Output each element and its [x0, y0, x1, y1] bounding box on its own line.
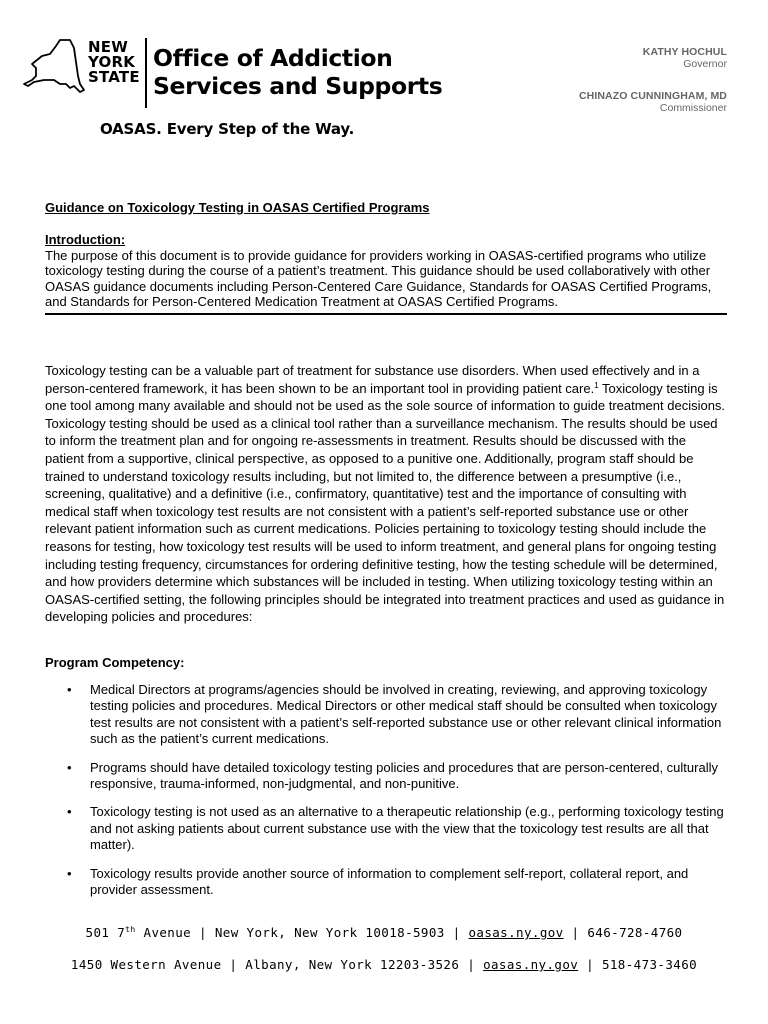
list-item [45, 804, 727, 853]
phone-text: | 518-473-3460 [578, 957, 698, 972]
introduction-text: The purpose of this document is to provide guidance for providers working in OASAS-certified programs who utilize toxicology testing during the course of a patient’s treatment. This guidance should be used collaboratively with other OASAS guidance documents including Person-Centered Care Guidance, Standards for OASAS Certified Programs, and Standards for Person-Centered Medication Treatment at OASAS Certified Programs. [45, 247, 712, 310]
introduction-heading: Introduction: [45, 232, 126, 247]
address-text: 1450 Western Avenue | Albany, New York 12203-3526 | [70, 957, 484, 972]
officials-block [579, 46, 727, 114]
footer-albany-address [0, 957, 768, 972]
body-text-part: Toxicology testing can be a valuable part of treatment for substance use disorders. When used effectively and in a person-centered framework, it has been shown to be an important tool in providing patient care. [45, 363, 700, 396]
introduction-section [45, 232, 727, 315]
bullet-icon: • [67, 865, 72, 881]
office-name-line: Services and Supports [153, 72, 443, 100]
bullet-icon: • [67, 682, 72, 697]
list-item-text: Medical Directors at programs/agencies should be involved in creating, reviewing, and approving toxicology testing policies and procedures. Medical Directors or other medical staff should be consulted when toxicology test results are not consistent with a patient’s self-reported substance use or other relevant clinical information such as the patient’s current medications. [90, 682, 722, 747]
document-title: Guidance on Toxicology Testing in OASAS Certified Programs [45, 200, 430, 215]
website-link[interactable]: oasas.ny.gov [468, 925, 564, 940]
phone-text: | 646-728-4760 [563, 925, 683, 940]
commissioner-name: CHINAZO CUNNINGHAM, MD [578, 90, 727, 102]
ny-state-wordmark [88, 40, 140, 85]
program-competency-heading: Program Competency: [45, 655, 185, 670]
body-text [45, 362, 727, 626]
body-text-part: Toxicology testing is one tool among many available and should not be used as the sole source of information to guide treatment decisions. Toxicology testing should be used as a clinical tool rather than a surveillance mechanism. The results should be used to inform the treatment plan and for ongoing re-assessments in treatment. Results should be discussed with the patient from a supportive, clinical perspective, as opposed to a punitive one. Additionally, program staff should be trained to understand toxicology results including, but not limited to, the difference between a presumptive (i.e., screening, qualitative) and a definitive (i.e., confirmatory, quantitative) test and the importance of consulting with medical staff when toxicology test results are not consistent with a patient’s self-reported substance use or other relevant patient information such as current medications. Policies pertaining to toxicology testing should include the reasons for testing, how toxicology test results will be used to inform treatment, and general plans for ongoing testing including testing frequency, circumstances for ordering definitive testing, how the testing schedule will be determined, and how providers determine which substances will be included in testing. When utilizing toxicology testing within an OASAS-certified setting, the following principles should be integrated into treatment practices and used as guidance in developing policies and procedures: [45, 380, 726, 625]
governor-title: Governor [683, 58, 727, 70]
footnote-ref[interactable]: 1 [594, 380, 599, 390]
tagline: OASAS. Every Step of the Way. [100, 120, 355, 138]
ny-line: YORK [88, 53, 136, 71]
commissioner-title: Commissioner [659, 102, 727, 114]
website-link[interactable]: oasas.ny.gov [483, 957, 579, 972]
ny-state-outline-icon [20, 36, 90, 106]
list-item [45, 866, 727, 899]
body-paragraph [45, 362, 727, 626]
list-item [45, 682, 727, 748]
list-item-text: Programs should have detailed toxicology testing policies and procedures that are person-centered, culturally responsive, trauma-informed, non-judgmental, and non-punitive. [90, 759, 718, 792]
address-superscript: th [125, 925, 136, 934]
ny-line: NEW [88, 38, 128, 56]
office-name-line: Office of Addiction [153, 44, 393, 72]
program-competency-list [45, 682, 727, 910]
list-item [45, 760, 727, 793]
address-text: 501 7 [85, 925, 126, 940]
footer-nyc-address [0, 925, 768, 940]
address-text: Avenue | New York, New York 10018-5903 | [135, 925, 469, 940]
bullet-icon: • [67, 804, 72, 820]
list-item-text: Toxicology results provide another source of information to complement self-report, collateral report, and provider assessment. [90, 865, 689, 898]
list-item-text: Toxicology testing is not used as an alternative to a therapeutic relationship (e.g., performing toxicology testing and not asking patients about current substance use with the view that the toxicology test results are all that matter). [90, 804, 724, 853]
bullet-icon: • [67, 759, 72, 775]
ny-line: STATE [88, 68, 140, 86]
office-name [153, 44, 442, 100]
governor-name: KATHY HOCHUL [642, 46, 727, 58]
logo-divider [145, 38, 147, 108]
oasas-logo [20, 36, 443, 146]
